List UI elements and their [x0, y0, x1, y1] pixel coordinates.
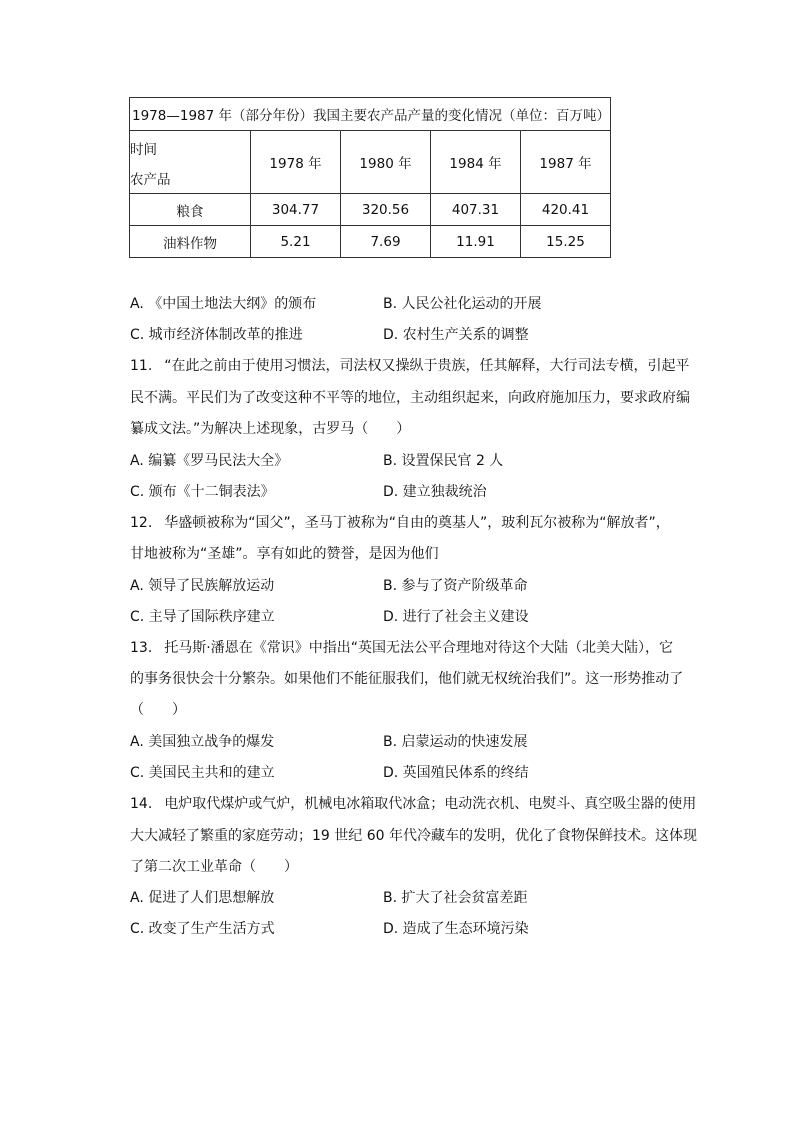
table-cell: 407.31: [431, 194, 521, 226]
q13-stem-line: （ ）: [130, 702, 186, 718]
table-caption-row: [130, 98, 611, 131]
q11-number: 11.: [130, 358, 153, 374]
q13-option-d: D. 英国殖民体系的终结: [383, 765, 529, 781]
q11-option-a: A. 编纂《罗马民法大全》: [130, 453, 289, 469]
q11-stem-line: 民不满。平民们为了改变这种不平等的地位，主动组织起来，向政府施加压力，要求政府编: [130, 390, 690, 406]
q13-number: 13.: [130, 640, 153, 656]
table-cell: 5.21: [251, 226, 341, 258]
q11-stem-line: [130, 356, 690, 376]
q11-option-c: C. 颁布《十二铜表法》: [130, 484, 275, 500]
q14-stem-line: 了第二次工业革命（ ）: [130, 859, 298, 875]
q12-stem-line: [130, 513, 670, 533]
q11-text: “在此之前由于使用习惯法，司法权又操纵于贵族，任其解释，大行司法专横，引起平: [164, 358, 690, 374]
q13-option-b: B. 启蒙运动的快速发展: [383, 734, 528, 750]
q12-number: 12.: [130, 515, 153, 531]
table-row-label: 粮食: [130, 194, 251, 226]
table-cell: 7.69: [341, 226, 431, 258]
q12-text: 华盛顿被称为“国父”，圣马丁被称为“自由的奠基人”，玻利瓦尔被称为“解放者”，: [164, 515, 670, 531]
q12-option-d: D. 进行了社会主义建设: [383, 609, 529, 625]
table-caption: 1978—1987 年（部分年份）我国主要农产品产量的变化情况（单位：百万吨）: [130, 98, 611, 131]
header-product-label: 农产品: [130, 172, 171, 188]
q10-option-b: B. 人民公社化运动的开展: [383, 296, 542, 312]
table-corner-header: [130, 131, 251, 194]
q13-stem-line: 的事务很快会十分繁杂。如果他们不能征服我们，他们就无权统治我们”。这一形势推动了: [130, 671, 684, 687]
q13-text: 托马斯·潘恩在《常识》中指出“英国无法公平合理地对待这个大陆（北美大陆），它: [164, 640, 673, 656]
table-row-label: 油料作物: [130, 226, 251, 258]
q13-option-a: A. 美国独立战争的爆发: [130, 734, 275, 750]
table-header-year: 1978 年: [251, 131, 341, 194]
table-row: [130, 226, 611, 258]
table-header-row: [130, 131, 611, 194]
table-cell: 320.56: [341, 194, 431, 226]
q14-number: 14.: [130, 796, 153, 812]
table-cell: 420.41: [521, 194, 611, 226]
q11-option-d: D. 建立独裁统治: [383, 484, 487, 500]
q10-option-c: C. 城市经济体制改革的推进: [130, 327, 303, 343]
table-cell: 11.91: [431, 226, 521, 258]
q14-option-c: C. 改变了生产生活方式: [130, 921, 275, 937]
q11-stem-line: 纂成文法。”为解决上述现象，古罗马（ ）: [130, 421, 411, 437]
header-time-label: 时间: [130, 142, 157, 158]
q11-option-b: B. 设置保民官 2 人: [383, 453, 504, 469]
q14-option-d: D. 造成了生态环境污染: [383, 921, 529, 937]
table-cell: 304.77: [251, 194, 341, 226]
table-row: [130, 194, 611, 226]
q14-option-b: B. 扩大了社会贫富差距: [383, 890, 528, 906]
q14-stem-line: [130, 794, 696, 814]
table-header-year: 1980 年: [341, 131, 431, 194]
q10-option-a: A. 《中国土地法大纲》的颁布: [130, 296, 317, 312]
table-header-year: 1984 年: [431, 131, 521, 194]
q12-option-a: A. 领导了民族解放运动: [130, 578, 275, 594]
q14-option-a: A. 促进了人们思想解放: [130, 890, 275, 906]
q14-text: 电炉取代煤炉或气炉，机械电冰箱取代冰盒；电动洗衣机、电熨斗、真空吸尘器的使用: [164, 796, 697, 812]
q13-option-c: C. 美国民主共和的建立: [130, 765, 275, 781]
q12-stem-line: 甘地被称为“圣雄”。享有如此的赞誉，是因为他们: [130, 546, 439, 562]
q14-stem-line: 大大减轻了繁重的家庭劳动；19 世纪 60 年代冷藏车的发明，优化了食物保鲜技术。这体现: [130, 828, 697, 844]
q10-option-d: D. 农村生产关系的调整: [383, 327, 529, 343]
production-table: [129, 97, 611, 258]
q12-option-c: C. 主导了国际秩序建立: [130, 609, 275, 625]
table-header-year: 1987 年: [521, 131, 611, 194]
table-cell: 15.25: [521, 226, 611, 258]
q13-stem-line: [130, 638, 673, 658]
q12-option-b: B. 参与了资产阶级革命: [383, 578, 528, 594]
